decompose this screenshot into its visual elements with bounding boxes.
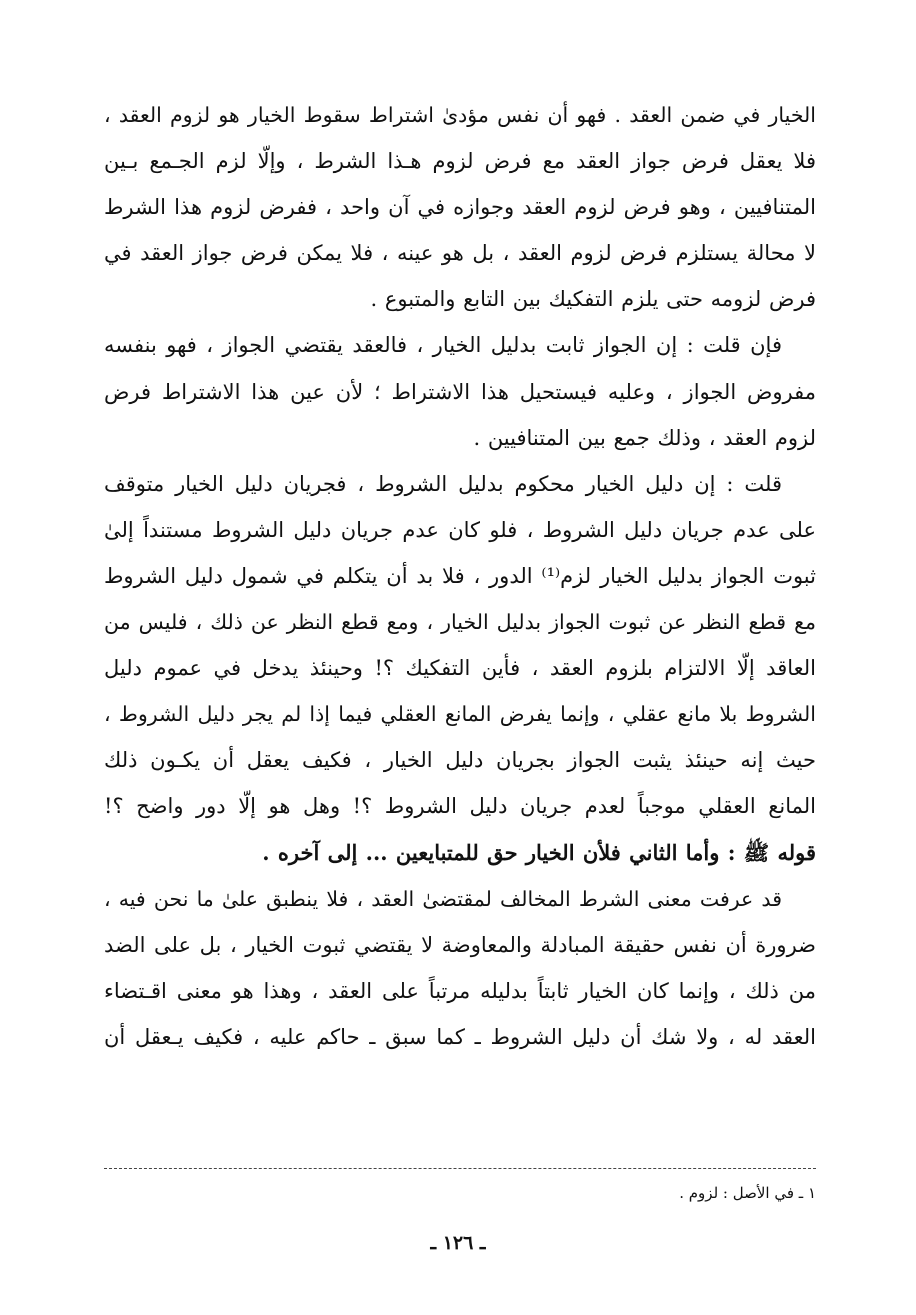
text-line: على عدم جريان دليل الشروط ، فلو كان عدم جريان دليل الشروط مستنداً إلىٰ xyxy=(104,517,816,542)
text-line: لزوم العقد ، وذلك جمع بين المتنافيين . xyxy=(473,425,816,450)
text-line: ثبوت الجواز بدليل الخيار لزم⁽¹⁾ الدور ، فلا بد أن يتكلم في شمول دليل الشروط xyxy=(104,563,816,588)
text-line: من ذلك ، وإنما كان الخيار ثابتاً بدليله مرتباً على العقد ، وهذا هو معنى اقـتضاء xyxy=(104,978,816,1003)
text-line: حيث إنه حينئذ يثبت الجواز بجريان دليل الخيار ، فكيف يعقل أن يكـون ذلك xyxy=(104,748,816,773)
text-line: المانع العقلي موجباً لعدم جريان دليل الشروط ؟! وهل هو إلّا دور واضح ؟! xyxy=(104,794,816,819)
text-line: المتنافيين ، وهو فرض لزوم العقد وجوازه في آن واحد ، ففرض لزوم هذا الشرط xyxy=(104,195,816,220)
text-line: لا محالة يستلزم فرض لزوم العقد ، بل هو عينه ، فلا يمكن فرض جواز العقد في xyxy=(104,241,816,266)
text-line: الخيار في ضمن العقد . فهو أن نفس مؤدىٰ اشتراط سقوط الخيار هو لزوم العقد ، xyxy=(104,103,816,127)
text-line: العقد له ، ولا شك أن دليل الشروط ـ كما سبق ـ حاكم عليه ، فكيف يـعقل أن xyxy=(104,1024,816,1049)
text-line: فإن قلت : إن الجواز ثابت بدليل الخيار ، فالعقد يقتضي الجواز ، فهو بنفسه xyxy=(104,333,782,358)
text-line: العاقد إلّا الالتزام بلزوم العقد ، فأين التفكيك ؟! وحينئذ يدخل في عموم دليل xyxy=(104,656,816,681)
text-line: الشروط بلا مانع عقلي ، وإنما يفرض المانع العقلي فيما إذا لم يجر دليل الشروط ، xyxy=(104,702,816,727)
text-line: فرض لزومه حتى يلزم التفكيك بين التابع والمتبوع . xyxy=(370,287,816,312)
text-line: قد عرفت معنى الشرط المخالف لمقتضىٰ العقد ، فلا ينطبق علىٰ ما نحن فيه ، xyxy=(104,886,782,911)
text-line: قلت : إن دليل الخيار محكوم بدليل الشروط ، فجريان دليل الخيار متوقف xyxy=(104,471,782,496)
page-number: ـ ١٢٦ ـ xyxy=(430,1232,486,1254)
footnote: ١ ـ في الأصل : لزوم . xyxy=(679,1184,816,1202)
text-line: مفروض الجواز ، وعليه فيستحيل هذا الاشتراط ؛ لأن عين هذا الاشتراط فرض xyxy=(104,379,816,404)
text-line: ضرورة أن نفس حقيقة المبادلة والمعاوضة لا يقتضي ثبوت الخيار ، بل على الضد xyxy=(104,932,816,957)
text-line: مع قطع النظر عن ثبوت الجواز بدليل الخيار ، ومع قطع النظر عن ذلك ، فليس من xyxy=(104,610,816,635)
body-text xyxy=(104,92,816,1060)
footnote-divider xyxy=(104,1168,816,1169)
text-line: فلا يعقل فرض جواز العقد مع فرض لزوم هـذا الشرط ، وإلّا لزم الجـمع بـين xyxy=(104,149,816,174)
quote-heading: قوله ﷺ : وأما الثاني فلأن الخيار حق للمتبايعين ... إلى آخره . xyxy=(262,839,816,865)
